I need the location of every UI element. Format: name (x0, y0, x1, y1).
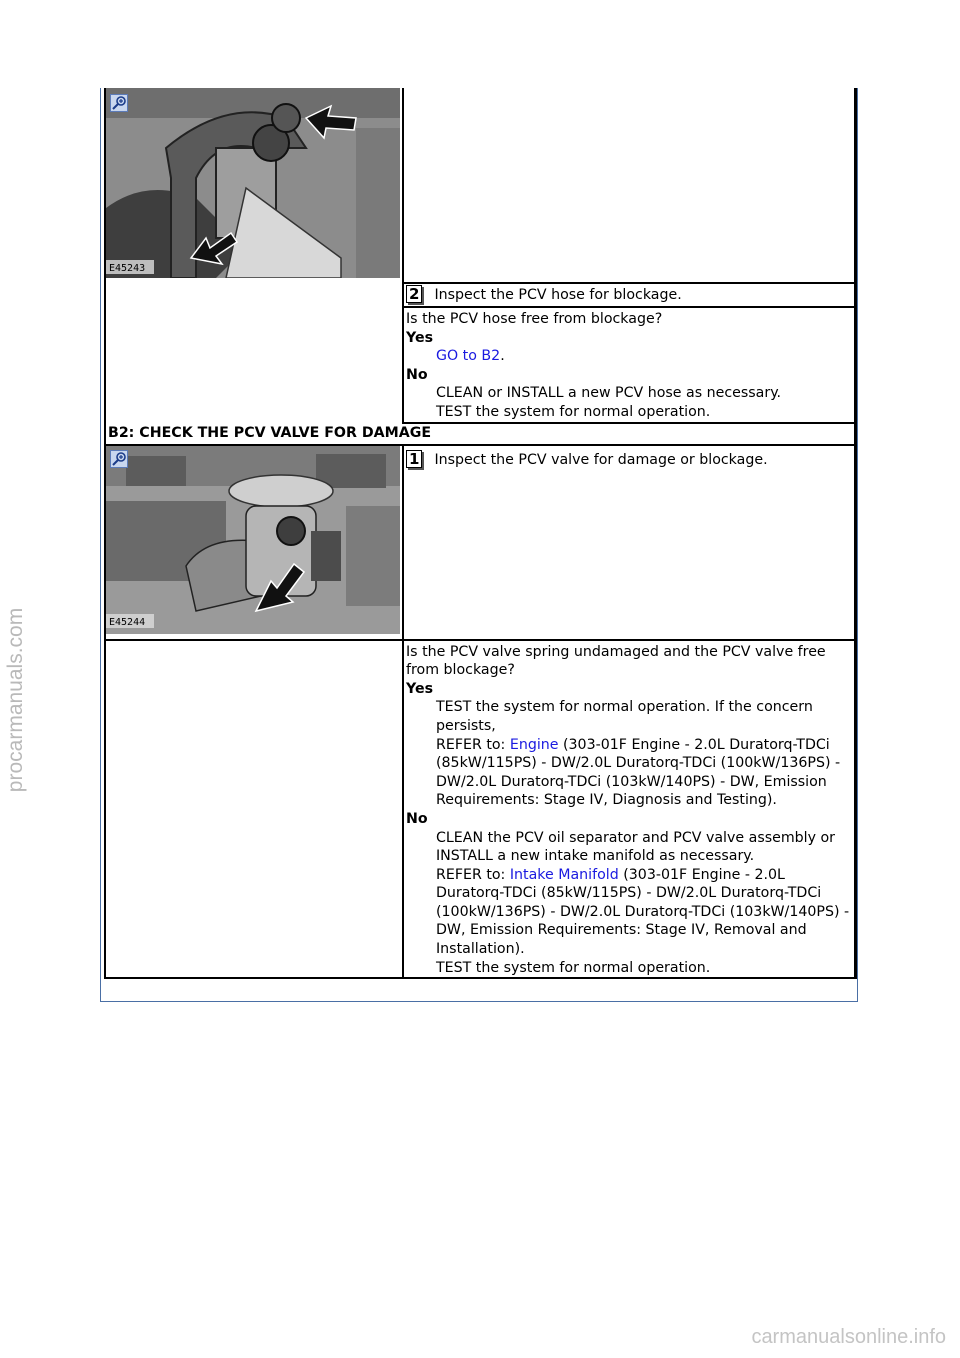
watermark-procarmanuals: procarmanuals.com (4, 607, 27, 793)
refer-label: REFER to: (436, 866, 506, 883)
engine-photo-pcv-valve (106, 446, 400, 634)
step-instruction-cell (403, 283, 855, 307)
watermark-carmanualsonline: carmanualsonline.info (751, 1326, 946, 1348)
section-heading-row (105, 423, 855, 445)
image-caption-middle: E45244 (109, 616, 146, 628)
yes-action: TEST the system for normal operation. If the concern persists, (436, 699, 813, 734)
no-test-line: TEST the system for normal operation. (436, 959, 711, 976)
no-label: No (406, 366, 428, 383)
question-row-a (105, 307, 855, 423)
step-instruction-cell (403, 445, 855, 640)
refer-label: REFER to: (436, 736, 506, 753)
empty-cell (105, 307, 403, 423)
no-action: CLEAN the PCV oil separator and PCV valve assembly or INSTALL a new intake manifold as necessary. (436, 829, 836, 865)
step-number-badge: 2 (406, 285, 422, 303)
step-row-a (105, 283, 855, 307)
zoom-icon[interactable] (110, 94, 128, 112)
question-text: Is the PCV hose free from blockage? (406, 311, 663, 327)
yes-reference (406, 736, 852, 810)
image-cell-top (105, 88, 403, 283)
empty-cell (105, 283, 403, 307)
image-row-middle (105, 445, 855, 640)
question-row-b (105, 640, 855, 979)
engine-link[interactable]: Engine (509, 736, 559, 753)
empty-cell (403, 88, 855, 283)
procedure-table (104, 88, 857, 979)
step-instruction: Inspect the PCV valve for damage or blockage. (434, 451, 768, 468)
image-row-top (105, 88, 855, 283)
image-caption-top: E45243 (109, 263, 146, 274)
yes-action (406, 347, 852, 366)
question-cell-a (403, 307, 855, 423)
question-text: Is the PCV valve spring undamaged and the PCV valve free from blockage? (406, 643, 826, 679)
image-cell-middle (105, 445, 403, 640)
engine-photo-pcv-hose (106, 88, 400, 278)
reference-text: (303-01F Engine - 2.0L Duratorq-TDCi (85kW/115PS) - DW/2.0L Duratorq-TDCi (100kW/136PS) - DW/2.0L Duratorq-TDCi (103kW/140PS) - DW, Emission Requirements: Stage IV, Diagnosis and Testing). (436, 736, 841, 809)
yes-label: Yes (406, 680, 434, 697)
empty-cell (105, 640, 403, 979)
no-action-line: TEST the system for normal operation. (436, 403, 711, 420)
step-instruction: Inspect the PCV hose for blockage. (434, 287, 682, 303)
go-to-b2-link[interactable]: GO to B2 (436, 348, 501, 365)
punctuation: . (500, 348, 505, 365)
yes-label: Yes (406, 329, 434, 346)
zoom-icon[interactable] (110, 450, 128, 468)
no-reference (406, 866, 852, 959)
step-number-badge: 1 (406, 450, 422, 468)
reference-text: (303-01F Engine - 2.0L Duratorq-TDCi (85kW/115PS) - DW/2.0L Duratorq-TDCi (100kW/136PS) - DW/2.0L Duratorq-TDCi (103kW/140PS) - DW, Emission Requirements: Stage IV, Removal and Installation). (436, 866, 850, 958)
question-cell-b (403, 640, 855, 979)
no-label: No (406, 810, 428, 827)
section-heading: B2: CHECK THE PCV VALVE FOR DAMAGE (105, 423, 855, 445)
intake-manifold-link[interactable]: Intake Manifold (509, 866, 619, 883)
no-action-line: CLEAN or INSTALL a new PCV hose as necessary. (436, 385, 782, 402)
